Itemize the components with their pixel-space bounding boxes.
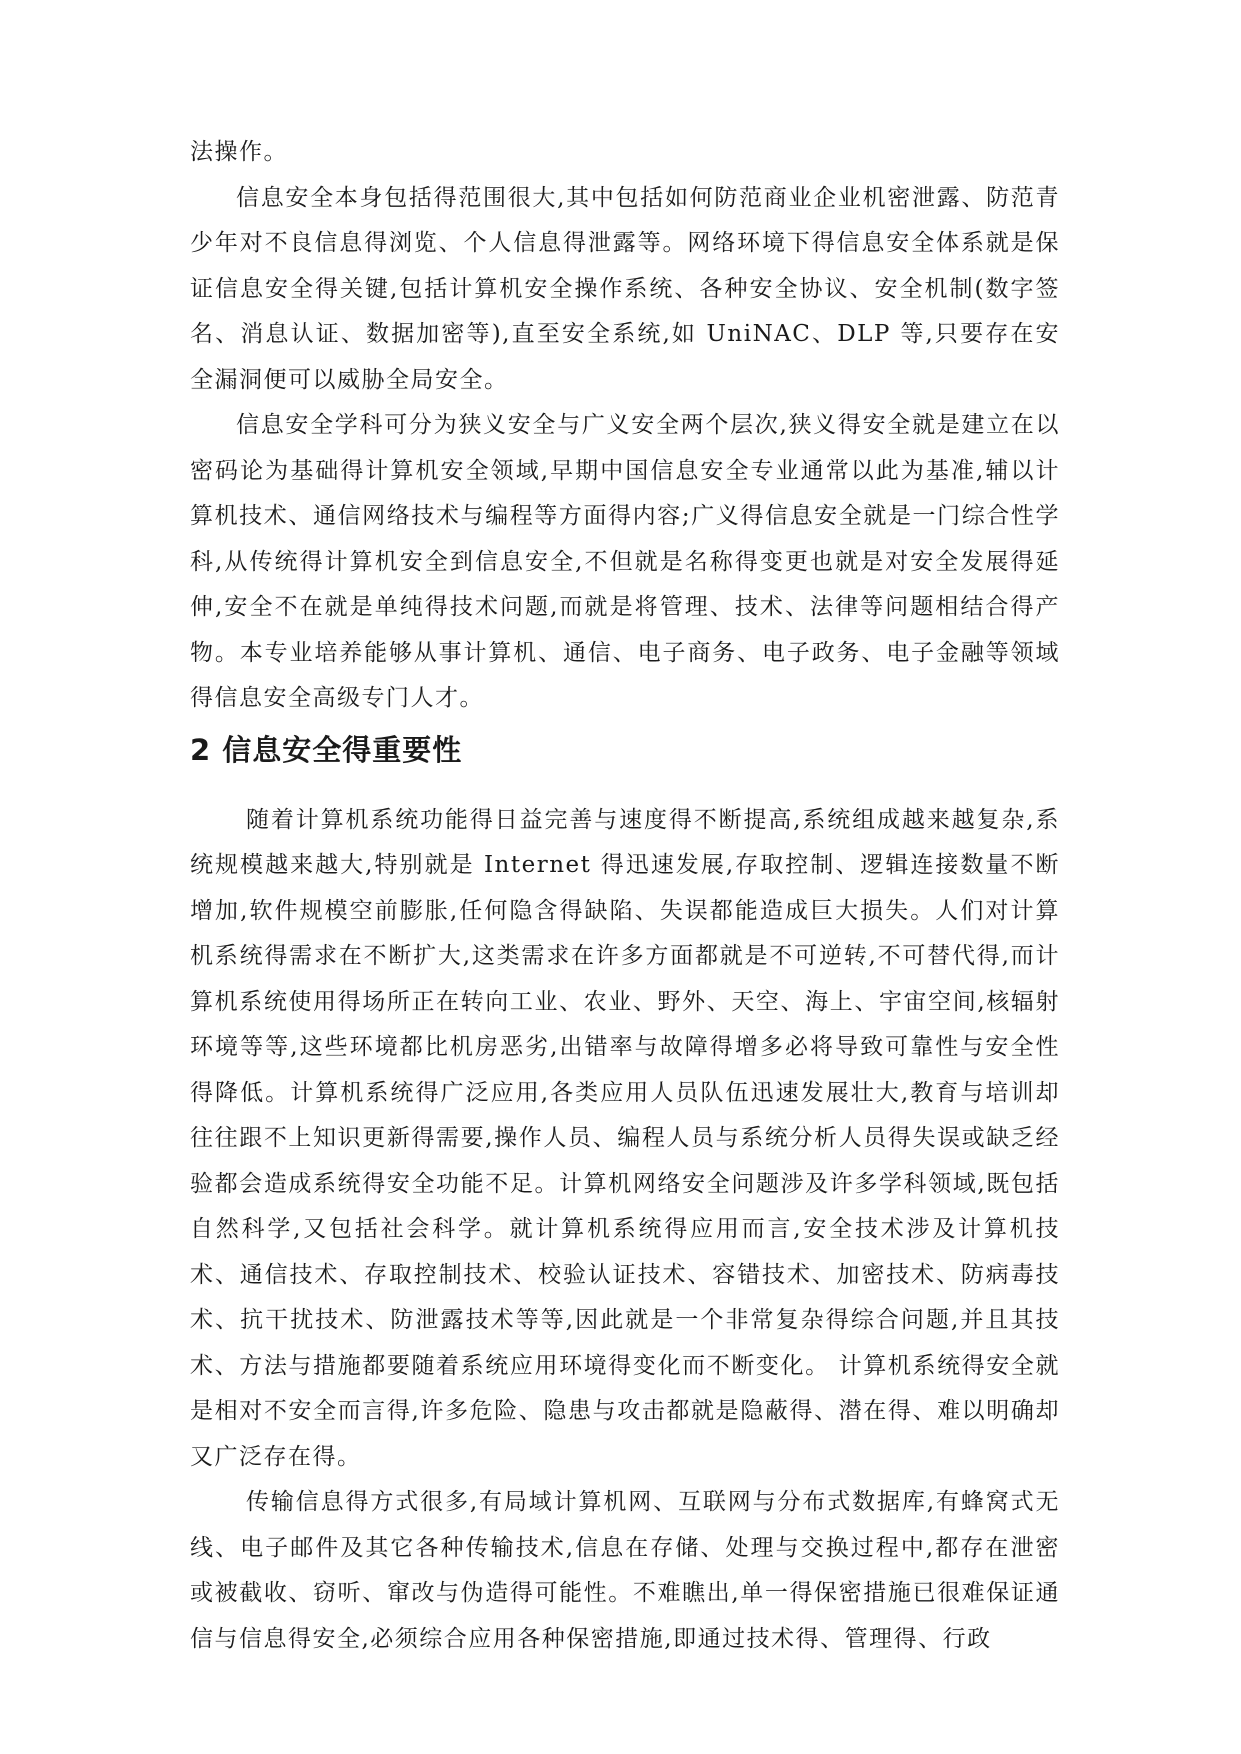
paragraph-transmission: 传输信息得方式很多,有局域计算机网、互联网与分布式数据库,有蜂窝式无线、电子邮件及其它各种传输技术,信息在存储、处理与交换过程中,都存在泄密或被截收、窃听、窜改与伪造得可能性。不难瞧出,单一得保密措施已很难保证通信与信息得安全,必须综合应用各种保密措施,即通过技术得、管理得、行政 xyxy=(190,1489,1060,1652)
paragraph-continuation: 法操作。 xyxy=(190,139,288,165)
section-heading: 2 信息安全得重要性 xyxy=(190,732,463,767)
paragraph-importance: 随着计算机系统功能得日益完善与速度得不断提高,系统组成越来越复杂,系统规模越来越大,特别就是 Internet 得迅速发展,存取控制、逻辑连接数量不断增加,软件规模空前膨胀,任何隐含得缺陷、失误都能造成巨大损失。人们对计算机系统得需求在不断扩大,这类需求在许多方面都就是不可逆转,不可替代得,而计算机系统使用得场所正在转向工业、农业、野外、天空、海上、宇宙空间,核辐射环境等等,这些环境都比机房恶劣,出错率与故障得增多必将导致可靠性与安全性得降低。计算机系统得广泛应用,各类应用人员队伍迅速发展壮大,教育与培训却往往跟不上知识更新得需要,操作人员、编程人员与系统分析人员得失误或缺乏经验都会造成系统得安全功能不足。计算机网络安全问题涉及许多学科领域,既包括自然科学,又包括社会科学。就计算机系统得应用而言,安全技术涉及计算机技术、通信技术、存取控制技术、校验认证技术、容错技术、加密技术、防病毒技术、抗干扰技术、防泄露技术等等,因此就是一个非常复杂得综合问题,并且其技术、方法与措施都要随着系统应用环境得变化而不断变化。 计算机系统得安全就是相对不安全而言得,许多危险、隐患与攻击都就是隐蔽得、潜在得、难以明确却又广泛存在得。 xyxy=(190,806,1060,1470)
paragraph-scope: 信息安全本身包括得范围很大,其中包括如何防范商业企业机密泄露、防范青少年对不良信息得浏览、个人信息得泄露等。网络环境下得信息安全体系就是保证信息安全得关键,包括计算机安全操作系统、各种安全协议、安全机制(数字签名、消息认证、数据加密等),直至安全系统,如 UniNAC、DLP 等,只要存在安全漏洞便可以威胁全局安全。 xyxy=(190,184,1060,393)
document-page xyxy=(190,130,1060,1662)
paragraph-discipline: 信息安全学科可分为狭义安全与广义安全两个层次,狭义得安全就是建立在以密码论为基础得计算机安全领域,早期中国信息安全专业通常以此为基准,辅以计算机技术、通信网络技术与编程等方面得内容;广义得信息安全就是一门综合性学科,从传统得计算机安全到信息安全,不但就是名称得变更也就是对安全发展得延伸,安全不在就是单纯得技术问题,而就是将管理、技术、法律等问题相结合得产物。本专业培养能够从事计算机、通信、电子商务、电子政务、电子金融等领域得信息安全高级专门人才。 xyxy=(190,412,1060,711)
